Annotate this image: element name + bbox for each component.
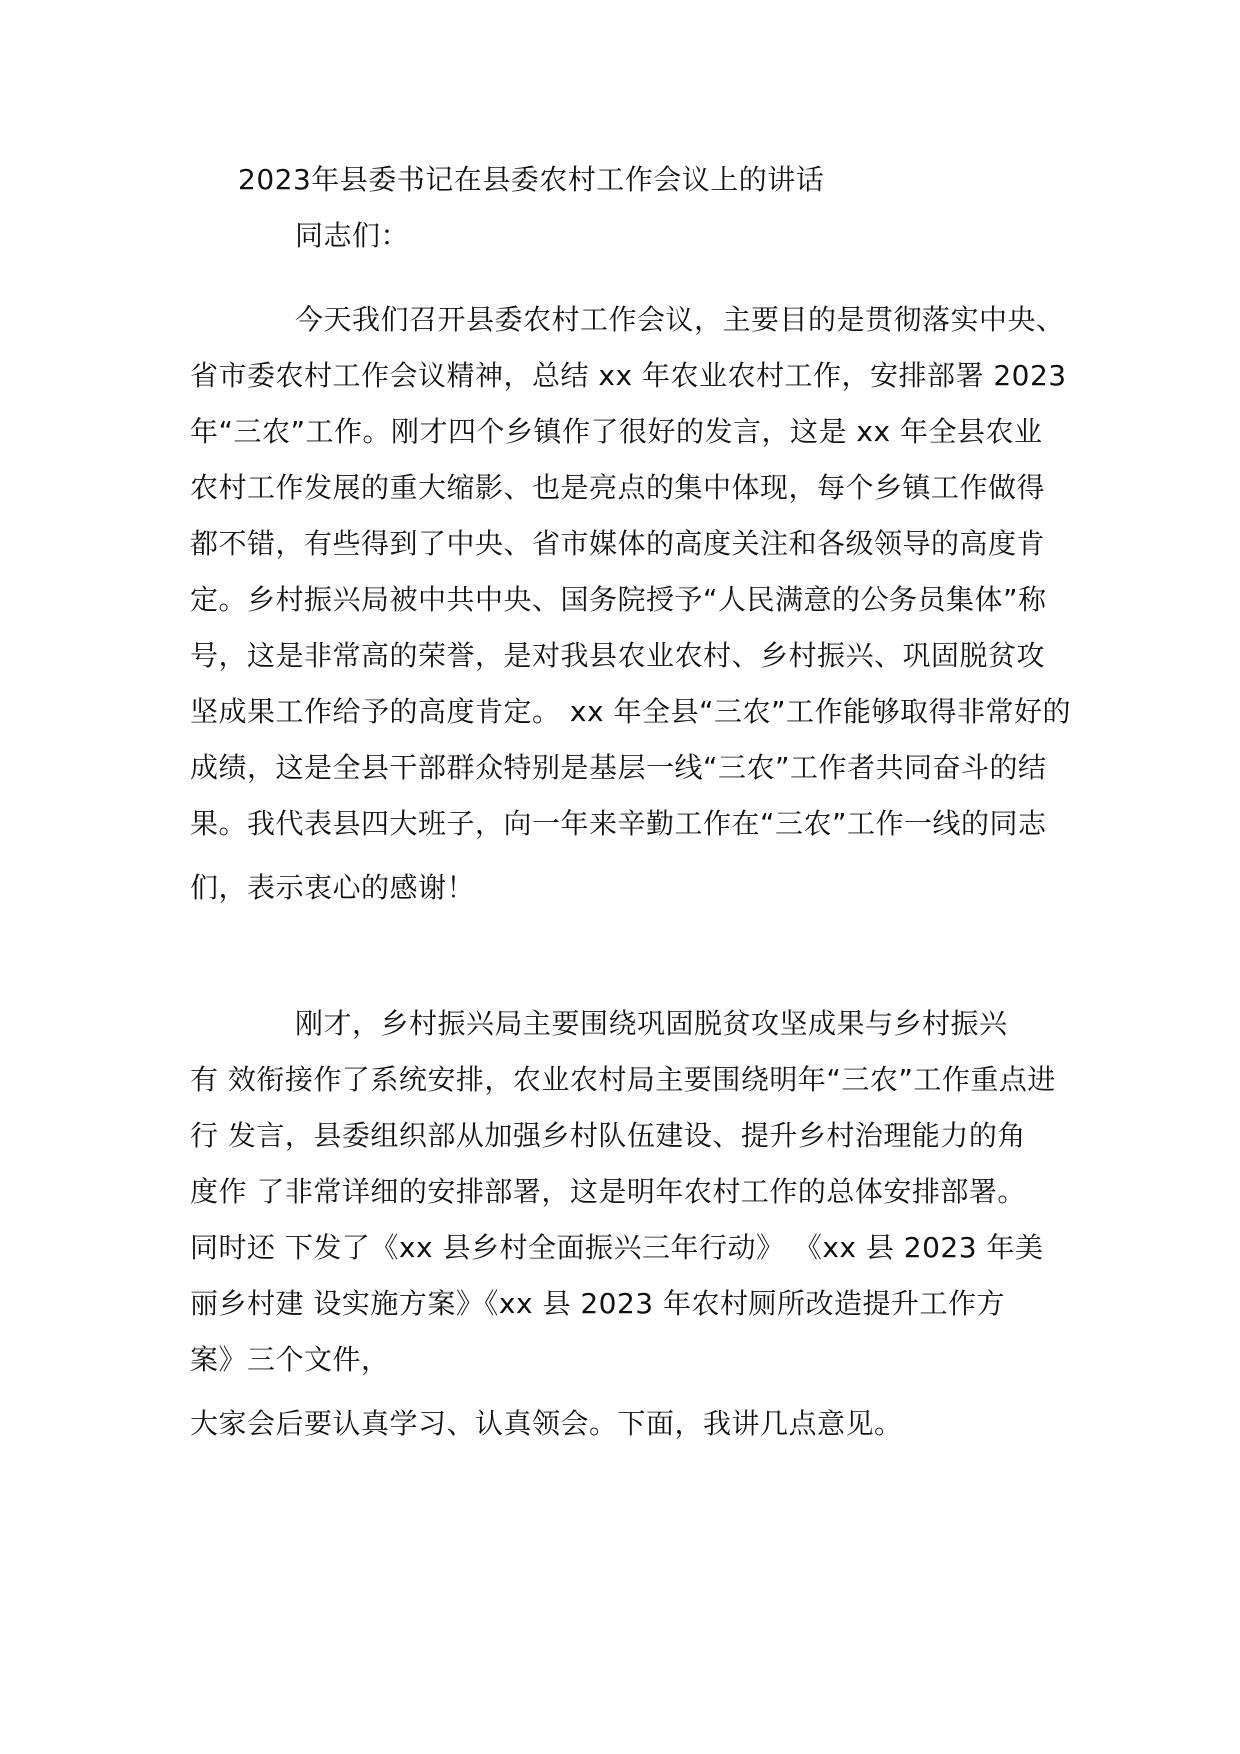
paragraph-2-line: 度作 了非常详细的安排部署，这是明年农村工作的总体安排部署。 (190, 1175, 1026, 1208)
paragraph-2-line: 行 发言，县委组织部从加强乡村队伍建设、提升乡村治理能力的角 (190, 1119, 1026, 1152)
paragraph-1-line: 果。我代表县四大班子，向一年来辛勤工作在“三农”工作一线的同志 (190, 807, 1047, 840)
paragraph-2-line: 丽乡村建 设实施方案》《xx 县 2023 年农村厕所改造提升工作方 (190, 1287, 1006, 1320)
paragraph-2-line: 同时还 下发了《xx 县乡村全面振兴三年行动》 《xx 县 2023 年美 (190, 1231, 1044, 1264)
paragraph-1-line: 成绩，这是全县干部群众特别是基层一线“三农”工作者共同奋斗的结 (190, 751, 1047, 784)
paragraph-1-line: 都不错，有些得到了中央、省市媒体的高度关注和各级领导的高度肯 (190, 527, 1046, 560)
document-title: 2023年县委书记在县委农村工作会议上的讲话 (238, 163, 825, 196)
paragraph-1-line: 们，表示衷心的感谢！ (190, 871, 476, 904)
paragraph-2-line: 案》三个文件， (190, 1343, 390, 1376)
paragraph-1-line: 号，这是非常高的荣誉，是对我县农业农村、乡村振兴、巩固脱贫攻 (190, 639, 1046, 672)
paragraph-1-line: 省市委农村工作会议精神，总结 xx 年农业农村工作，安排部署 2023 (190, 359, 1067, 392)
closing-line: 大家会后要认真学习、认真领会。下面，我讲几点意见。 (190, 1407, 903, 1440)
paragraph-1-line: 坚成果工作给予的高度肯定。 xx 年全县“三农”工作能够取得非常好的 (190, 695, 1071, 728)
paragraph-1-line: 农村工作发展的重大缩影、也是亮点的集中体现，每个乡镇工作做得 (190, 471, 1046, 504)
paragraph-2-line: 刚才，乡村振兴局主要围绕巩固脱贫攻坚成果与乡村振兴 (295, 1007, 1008, 1040)
paragraph-1-line: 年“三农”工作。刚才四个乡镇作了很好的发言，这是 xx 年全县农业 (190, 415, 1043, 448)
salutation: 同志们： (295, 219, 410, 252)
paragraph-2-line: 有 效衔接作了系统安排，农业农村局主要围绕明年“三农”工作重点进 (190, 1063, 1056, 1096)
paragraph-1-line: 定。乡村振兴局被中共中央、国务院授予“人民满意的公务员集体”称 (190, 583, 1047, 616)
paragraph-1-line: 今天我们召开县委农村工作会议，主要目的是贯彻落实中央、 (295, 303, 1065, 336)
